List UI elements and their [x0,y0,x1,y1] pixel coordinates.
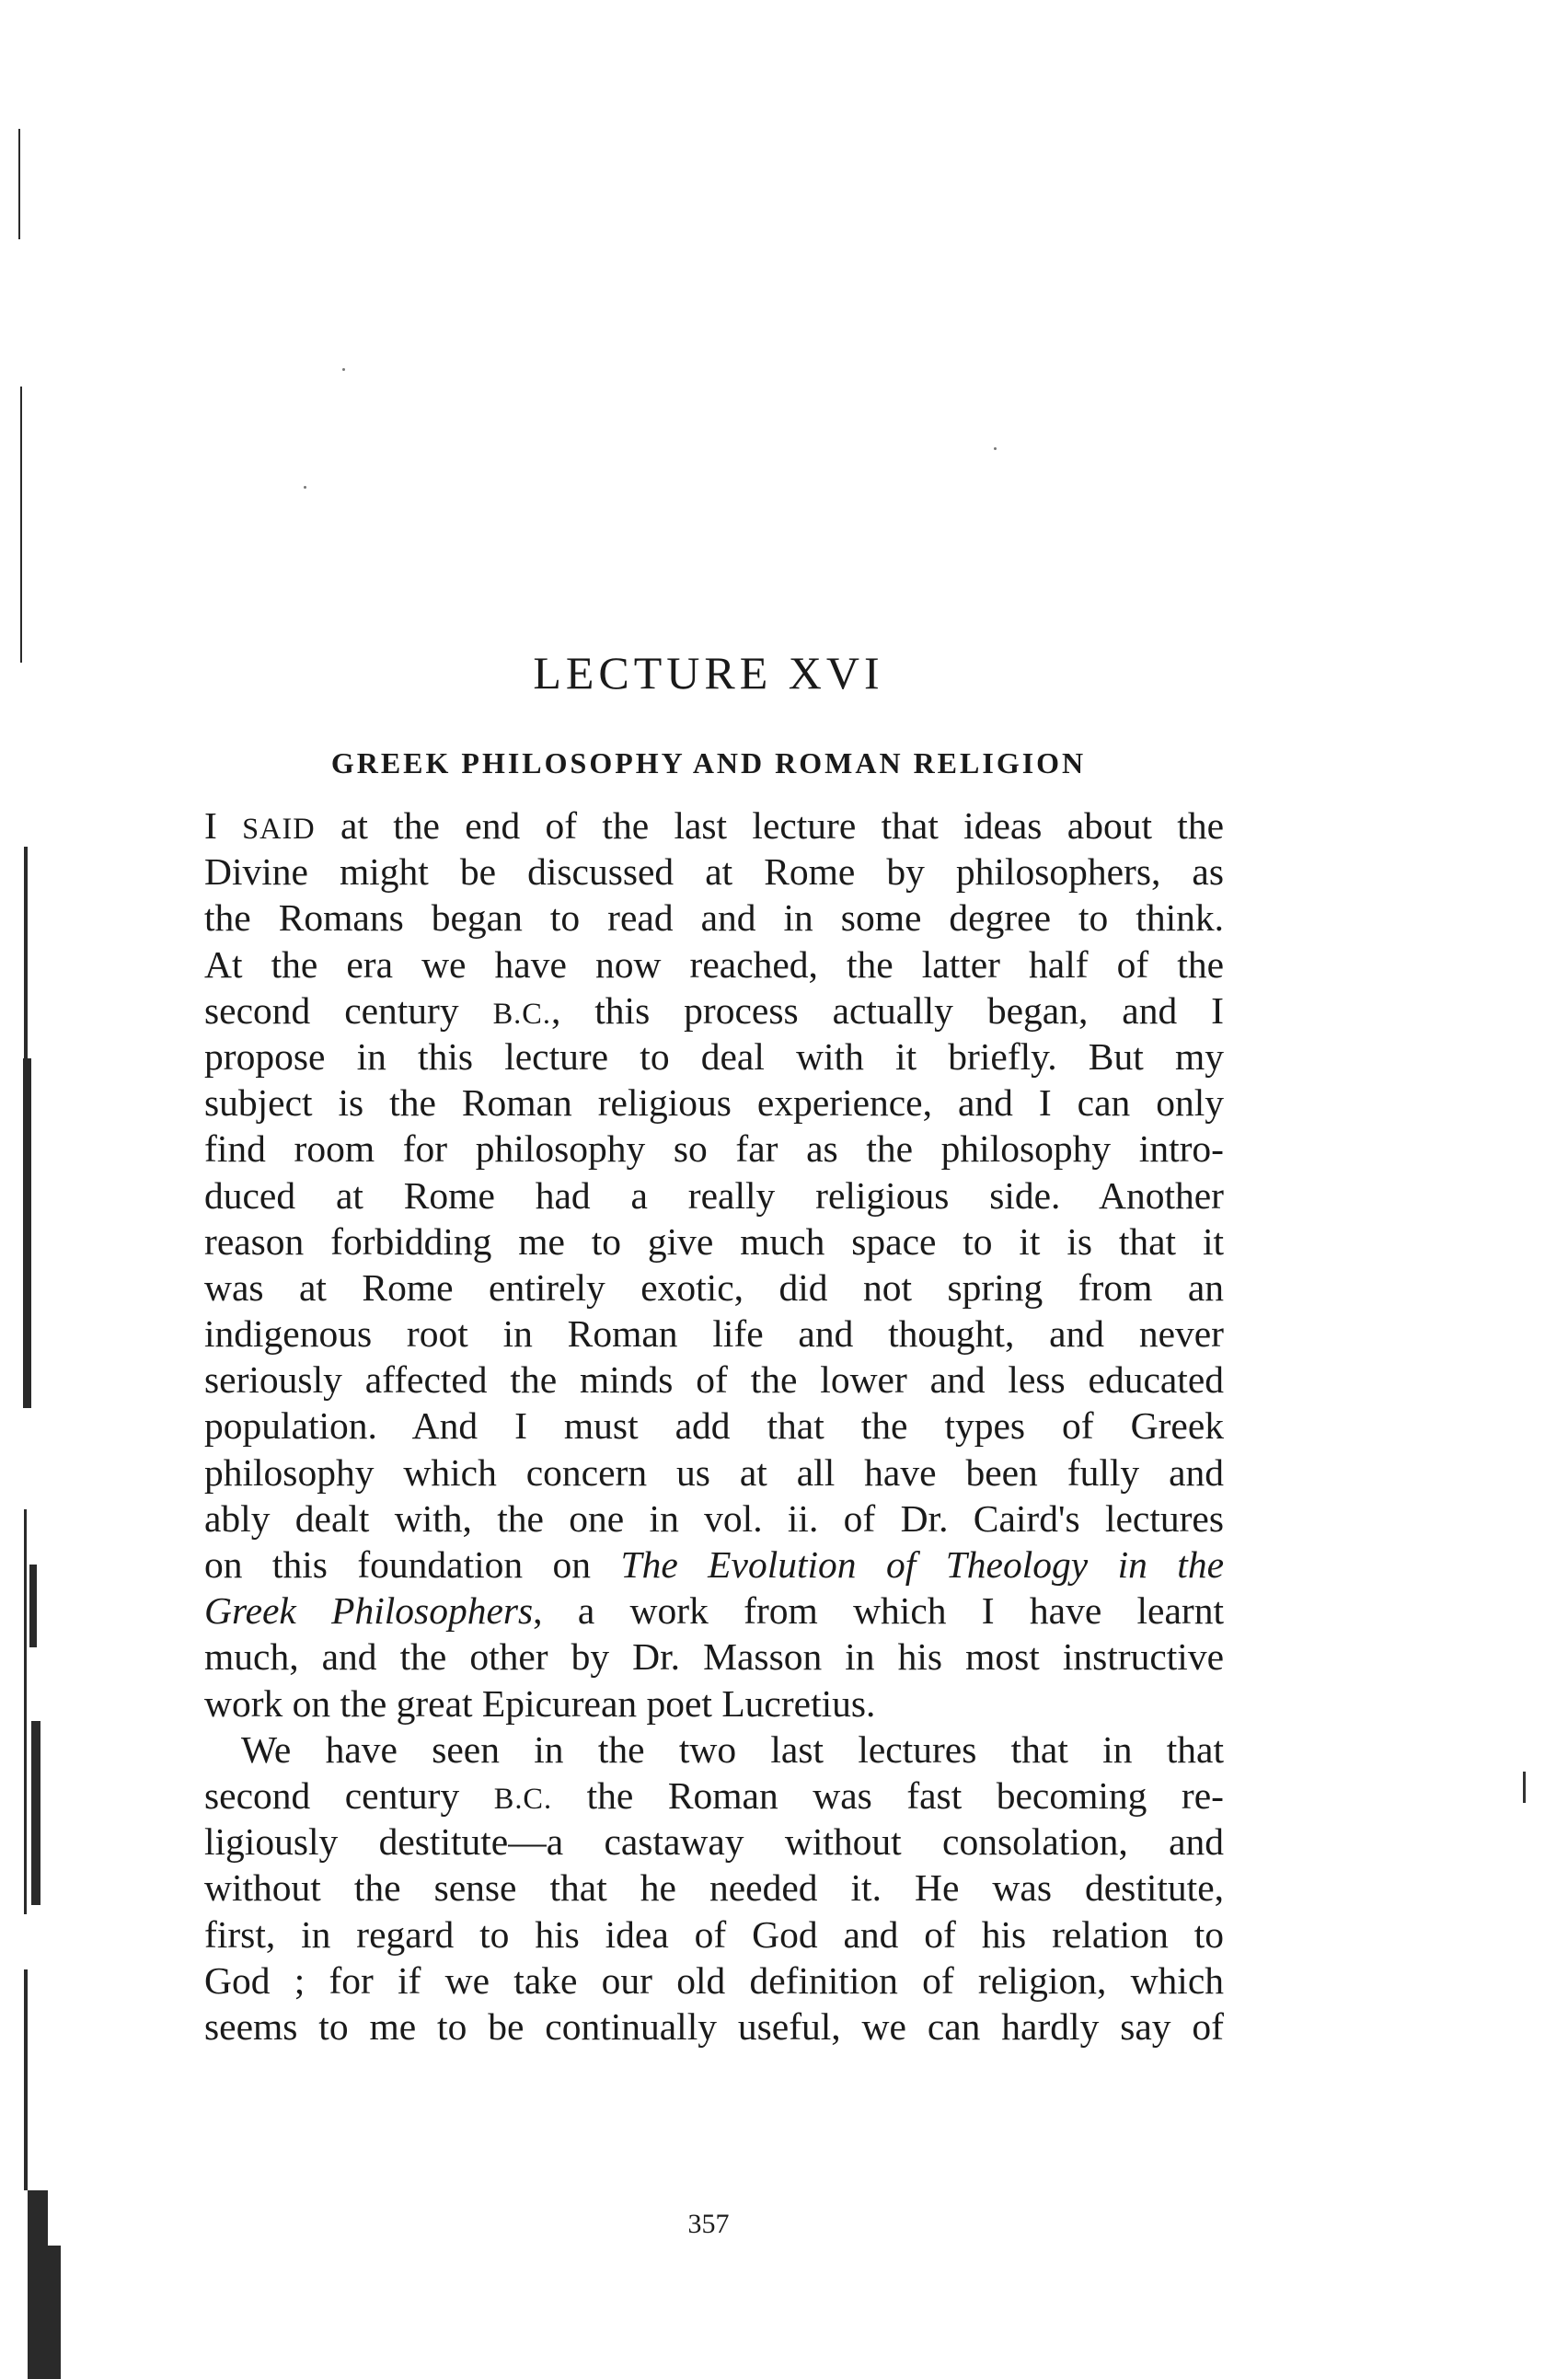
line-text: find room for philosophy so far as the philosophy intro- [204,1127,1224,1171]
line-text: indigenous root in Roman life and thought, and never [204,1312,1224,1356]
text-line [204,1357,1224,1403]
line-text: ably dealt with, the one in vol. ii. of Dr. Caird's lectures [204,1496,1224,1540]
line-text: without the sense that he needed it. He was destitute, [204,1866,1224,1910]
text-line [204,1034,1224,1080]
text-line [204,895,1224,941]
line-text: seriously affected the minds of the lower and less educated [204,1358,1224,1402]
text-line [204,987,1224,1034]
italic-title: Greek Philosophers [204,1589,534,1633]
small-caps-text: B.C. [493,1782,553,1816]
page-number: 357 [687,2209,730,2239]
line-text: , this process actually began, and I [550,988,1224,1032]
text-line [204,1311,1224,1357]
text-line [204,1634,1224,1680]
line-text: on this foundation on [204,1543,621,1586]
text-line [204,1403,1224,1449]
line-text: subject is the Roman religious experience, and I can only [204,1081,1224,1125]
text-line [204,1172,1224,1218]
line-text: work on the great Epicurean poet Lucretius. [204,1681,876,1725]
line-text: first, in regard to his idea of God and of his relation to [204,1912,1224,1956]
line-text: duced at Rome had a really religious side. Another [204,1173,1224,1217]
line-text: the Roman was fast becoming re- [552,1773,1224,1817]
italic-title: The Evolution of Theology in the [620,1543,1224,1586]
scan-edge-mark [1523,1772,1526,1803]
text-line [204,1773,1224,1819]
line-text: , a work from which I have learnt [533,1589,1224,1633]
text-line [204,1588,1224,1634]
small-caps-text: B.C. [492,997,551,1031]
line-text: was at Rome entirely exotic, did not spring from an [204,1265,1224,1309]
lecture-subtitle: GREEK PHILOSOPHY AND ROMAN RELIGION [330,745,1087,780]
scan-speck [342,368,345,371]
line-text: the Romans began to read and in some degree to think. [204,896,1224,940]
small-caps-text: SAID [242,813,316,846]
line-text: ligiously destitute—a castaway without consolation, and [204,1820,1224,1864]
text-line [204,1449,1224,1496]
text-line [204,941,1224,987]
scan-speck [994,447,997,450]
text-line [204,849,1224,895]
line-text: reason forbidding me to give much space to it is that it [204,1219,1224,1263]
line-text: Divine might be discussed at Rome by philosophers, as [204,850,1224,894]
text-line [204,1911,1224,1957]
body-text [204,803,1224,2050]
text-line [204,1265,1224,1311]
text-line [204,1727,1224,1773]
line-text: God ; for if we take our old definition of religion, which [204,1958,1224,2002]
line-text: second century [204,1773,494,1817]
scan-speck [304,486,306,489]
text-line [204,1126,1224,1172]
text-line [204,1819,1224,1865]
line-text: philosophy which concern us at all have been fully and [204,1450,1224,1494]
binding-gutter-shadow [0,0,64,2379]
line-text: much, and the other by Dr. Masson in his most instructive [204,1635,1224,1679]
line-text: I [204,804,243,847]
text-line [204,1680,1224,1727]
text-line [204,2004,1224,2050]
text-line [204,1080,1224,1126]
text-line [204,1542,1224,1588]
text-line [204,1496,1224,1542]
line-text: second century [204,988,493,1032]
lecture-title: LECTURE XVI [533,646,884,699]
line-text: We have seen in the two last lectures that in that [241,1727,1224,1771]
line-text: seems to me to be continually useful, we can hardly say of [204,2004,1224,2048]
text-line [204,803,1224,849]
text-line [204,1865,1224,1911]
line-text: population. And I must add that the types of Greek [204,1404,1224,1448]
text-line [204,1957,1224,2004]
line-text: at the end of the last lecture that ideas about the [315,804,1224,847]
line-text: propose in this lecture to deal with it briefly. But my [204,1034,1224,1078]
line-text: At the era we have now reached, the latter half of the [204,942,1224,986]
text-line [204,1218,1224,1265]
